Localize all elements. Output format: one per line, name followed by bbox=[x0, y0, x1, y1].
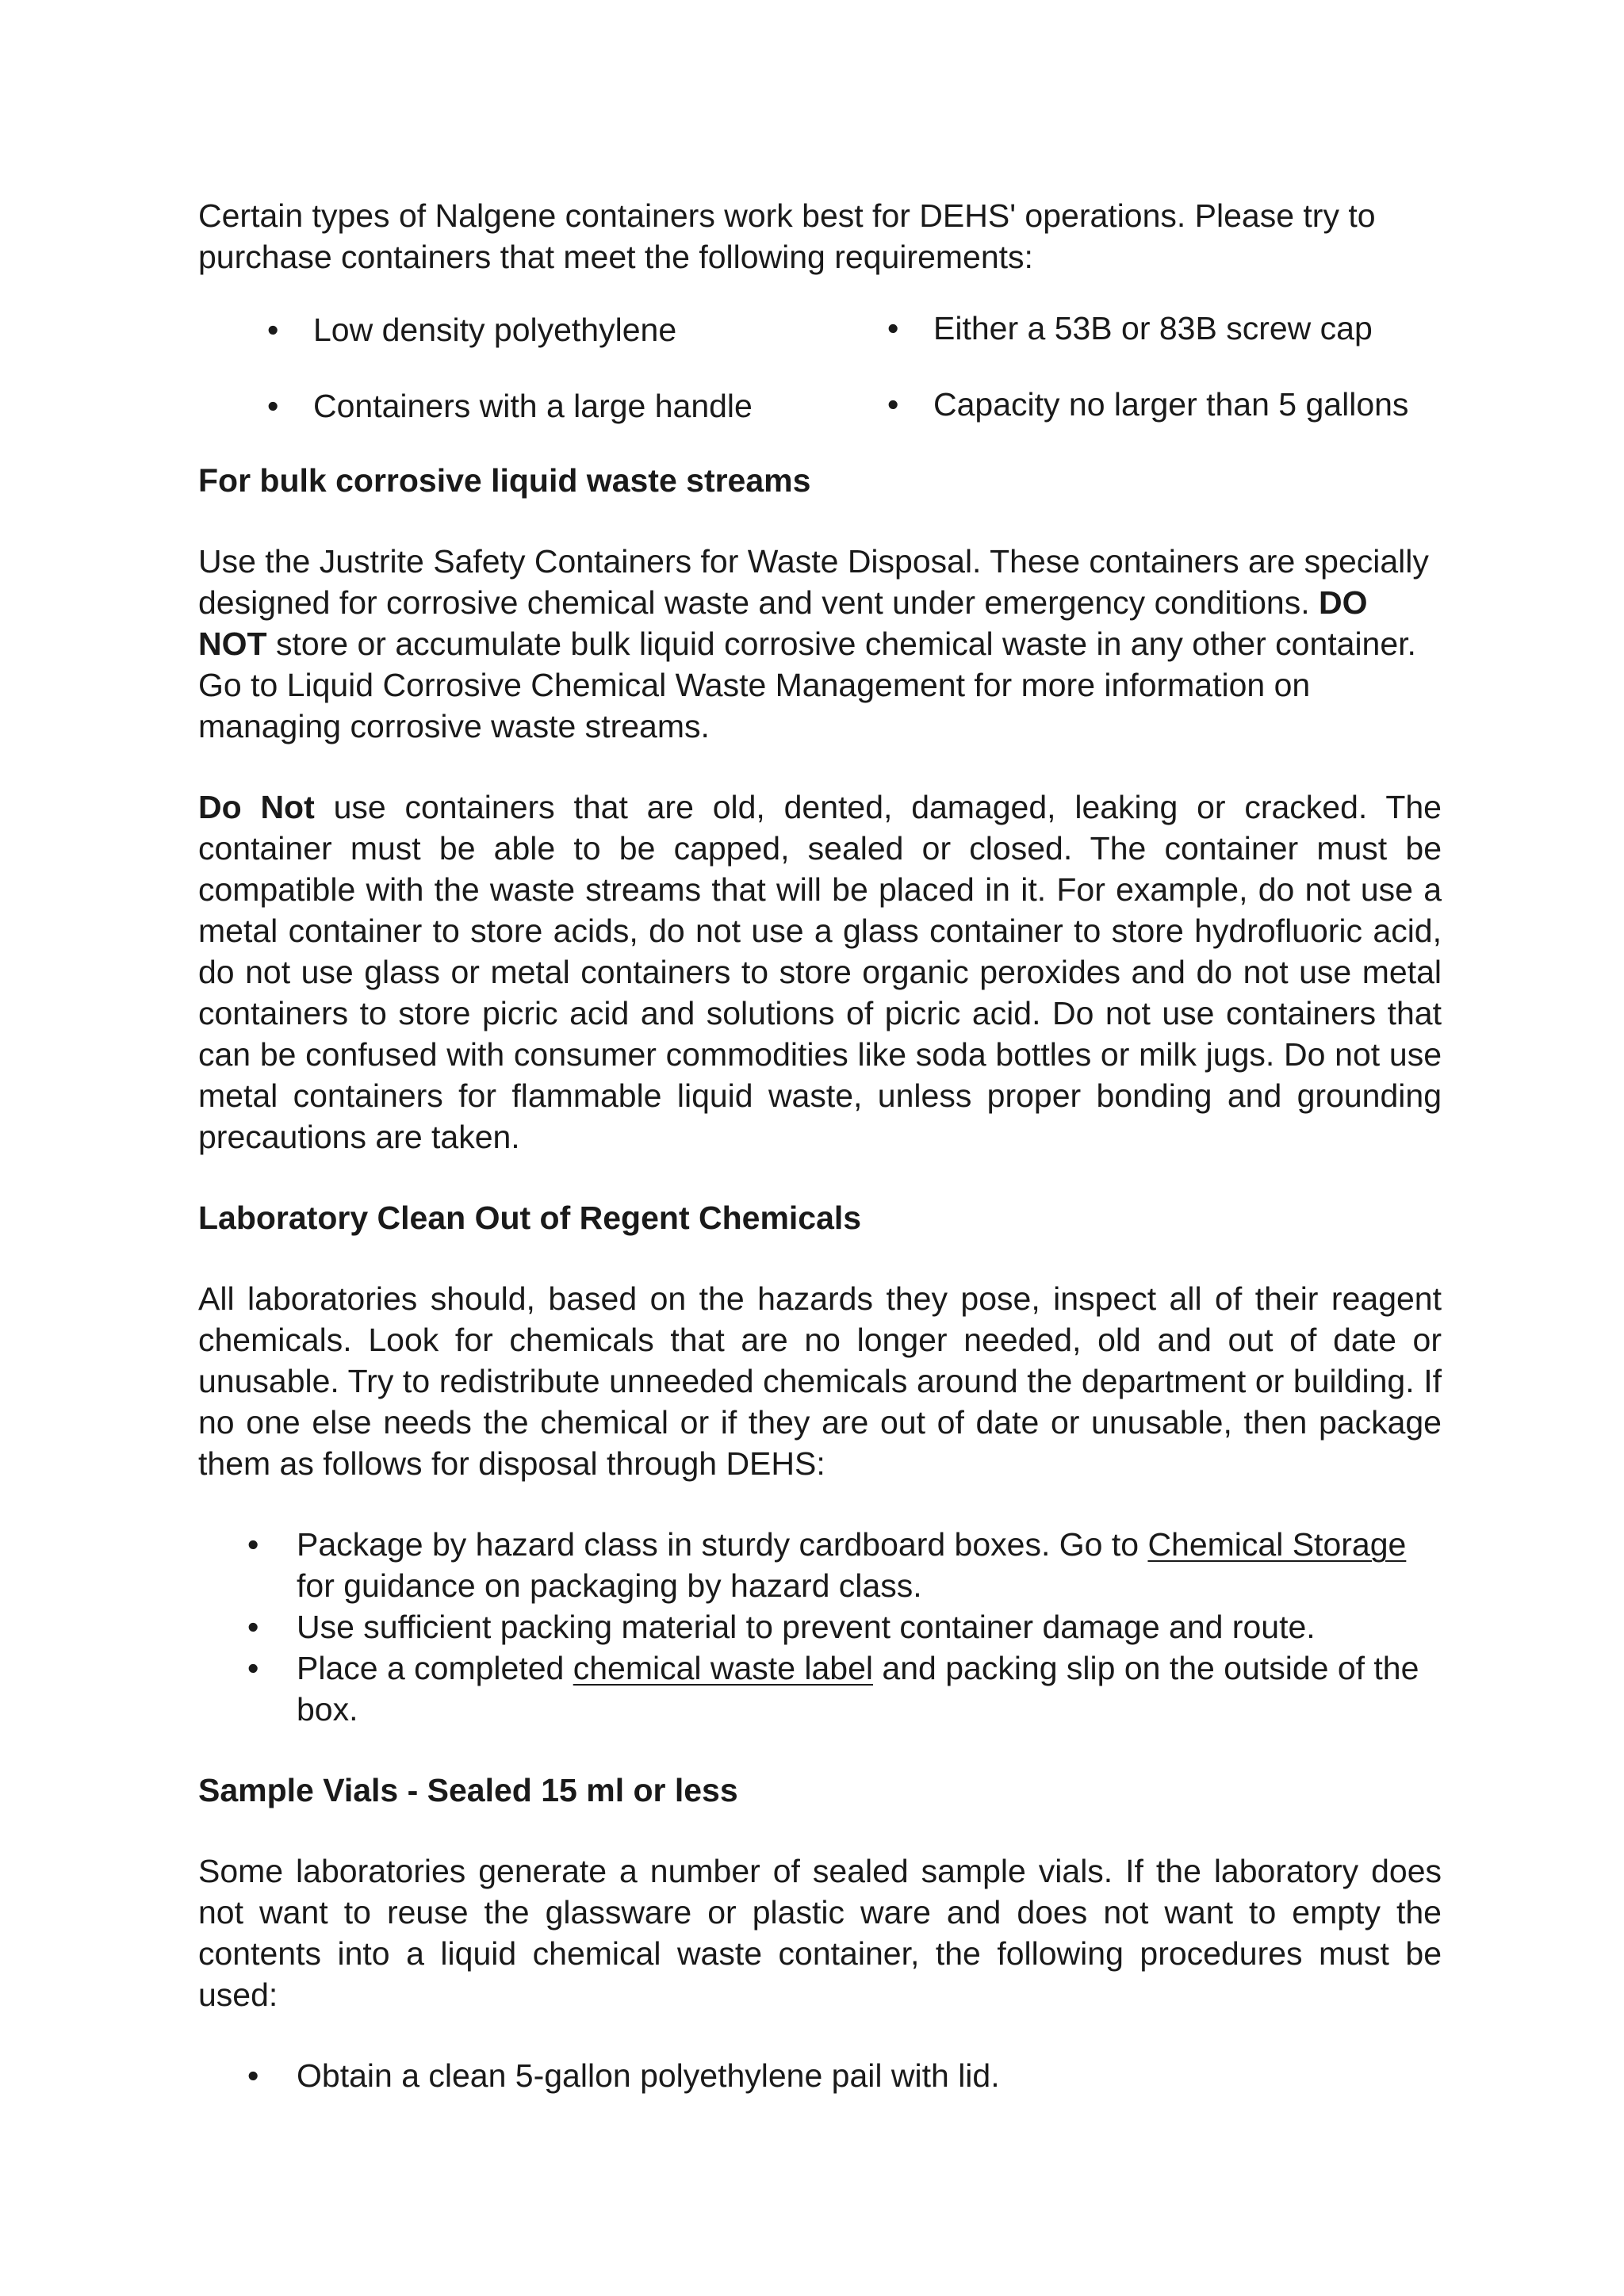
do-not-lead-emphasis: Do Not bbox=[198, 789, 315, 825]
vials-list bbox=[198, 2055, 1442, 2096]
bullet-icon: • bbox=[267, 312, 279, 348]
bulk-paragraph-2 bbox=[198, 786, 1442, 1158]
list-item bbox=[198, 2055, 1442, 2096]
section-heading-vials: Sample Vials - Sealed 15 ml or less bbox=[198, 1772, 738, 1808]
list-item-text: Obtain a clean 5-gallon polyethylene pail with lid. bbox=[297, 2057, 1000, 2094]
list-item bbox=[198, 1524, 1442, 1606]
requirement-item bbox=[887, 308, 1373, 349]
section-heading-cleanout: Laboratory Clean Out of Regent Chemicals bbox=[198, 1200, 862, 1236]
list-item-text: for guidance on packaging by hazard class. bbox=[297, 1567, 922, 1604]
bulk-paragraph-2-text: use containers that are old, dented, damaged, leaking or cracked. The container must be able to be capped, sealed or closed. The container must be compatible with the waste streams that will be placed in it. For example, do not use a metal container to store acids, do not use a glass container to store hydrofluoric acid, do not use glass or metal containers to store organic peroxides and do not use metal containers to store picric acid and solutions of picric acid. Do not use containers that can be confused with consumer commodities like soda bottles or milk jugs. Do not use metal containers for flammable liquid waste, unless proper bonding and grounding precautions are taken. bbox=[198, 789, 1442, 1155]
document-page bbox=[198, 195, 1442, 2096]
list-item bbox=[198, 1647, 1442, 1730]
list-item-text: Place a completed bbox=[297, 1650, 565, 1686]
list-item bbox=[198, 1606, 1442, 1647]
requirement-item bbox=[887, 384, 1409, 425]
vials-paragraph: Some laboratories generate a number of sealed sample vials. If the laboratory does not want to reuse the glassware or plastic ware and does not want to empty the contents into a liquid chemical waste container, the following procedures must be used: bbox=[198, 1853, 1442, 2013]
requirement-item bbox=[267, 385, 753, 427]
bullet-icon: • bbox=[247, 1650, 259, 1686]
section-heading-bulk: For bulk corrosive liquid waste streams bbox=[198, 462, 811, 499]
bulk-paragraph-1-rest: store or accumulate bulk liquid corrosive chemical waste in any other container. Go to Liquid Corrosive Chemical Waste Management for more information on managing corrosive waste streams. bbox=[198, 626, 1416, 744]
intro-paragraph: Certain types of Nalgene containers work best for DEHS' operations. Please try to purchase containers that meet the following requirements: bbox=[198, 197, 1376, 275]
requirement-text: Low density polyethylene bbox=[313, 312, 677, 348]
bulk-paragraph-1 bbox=[198, 541, 1442, 747]
requirement-text: Containers with a large handle bbox=[313, 388, 753, 424]
list-item-text: Package by hazard class in sturdy cardboard boxes. Go to bbox=[297, 1526, 1139, 1563]
requirement-text: Either a 53B or 83B screw cap bbox=[933, 310, 1373, 346]
chemical-waste-label-link[interactable]: chemical waste label bbox=[573, 1650, 874, 1686]
bullet-icon: • bbox=[247, 1609, 259, 1645]
bulk-paragraph-1-text: Use the Justrite Safety Containers for Waste Disposal. These containers are specially designed for corrosive chemical waste and vent under emergency conditions. bbox=[198, 543, 1429, 621]
cleanout-list bbox=[198, 1524, 1442, 1730]
bullet-icon: • bbox=[267, 388, 279, 424]
do-not-emphasis: DO NOT bbox=[198, 584, 1368, 662]
bullet-icon: • bbox=[887, 386, 899, 423]
bullet-icon: • bbox=[887, 310, 899, 346]
chemical-storage-link[interactable]: Chemical Storage bbox=[1147, 1526, 1407, 1563]
requirement-text: Capacity no larger than 5 gallons bbox=[933, 386, 1409, 423]
requirement-item bbox=[267, 309, 677, 350]
bullet-icon: • bbox=[247, 1526, 259, 1563]
list-item-text: Use sufficient packing material to prevent container damage and route. bbox=[297, 1609, 1316, 1645]
bullet-icon: • bbox=[247, 2057, 259, 2094]
list-item-text: and packing slip on the outside of the box. bbox=[297, 1650, 1419, 1728]
requirements-list bbox=[198, 309, 1442, 468]
cleanout-paragraph: All laboratories should, based on the hazards they pose, inspect all of their reagent chemicals. Look for chemicals that are no longer needed, old and out of date or unusable. Try to redistribute unneeded chemicals around the department or building. If no one else needs the chemical or if they are out of date or unusable, then package them as follows for disposal through DEHS: bbox=[198, 1280, 1442, 1482]
